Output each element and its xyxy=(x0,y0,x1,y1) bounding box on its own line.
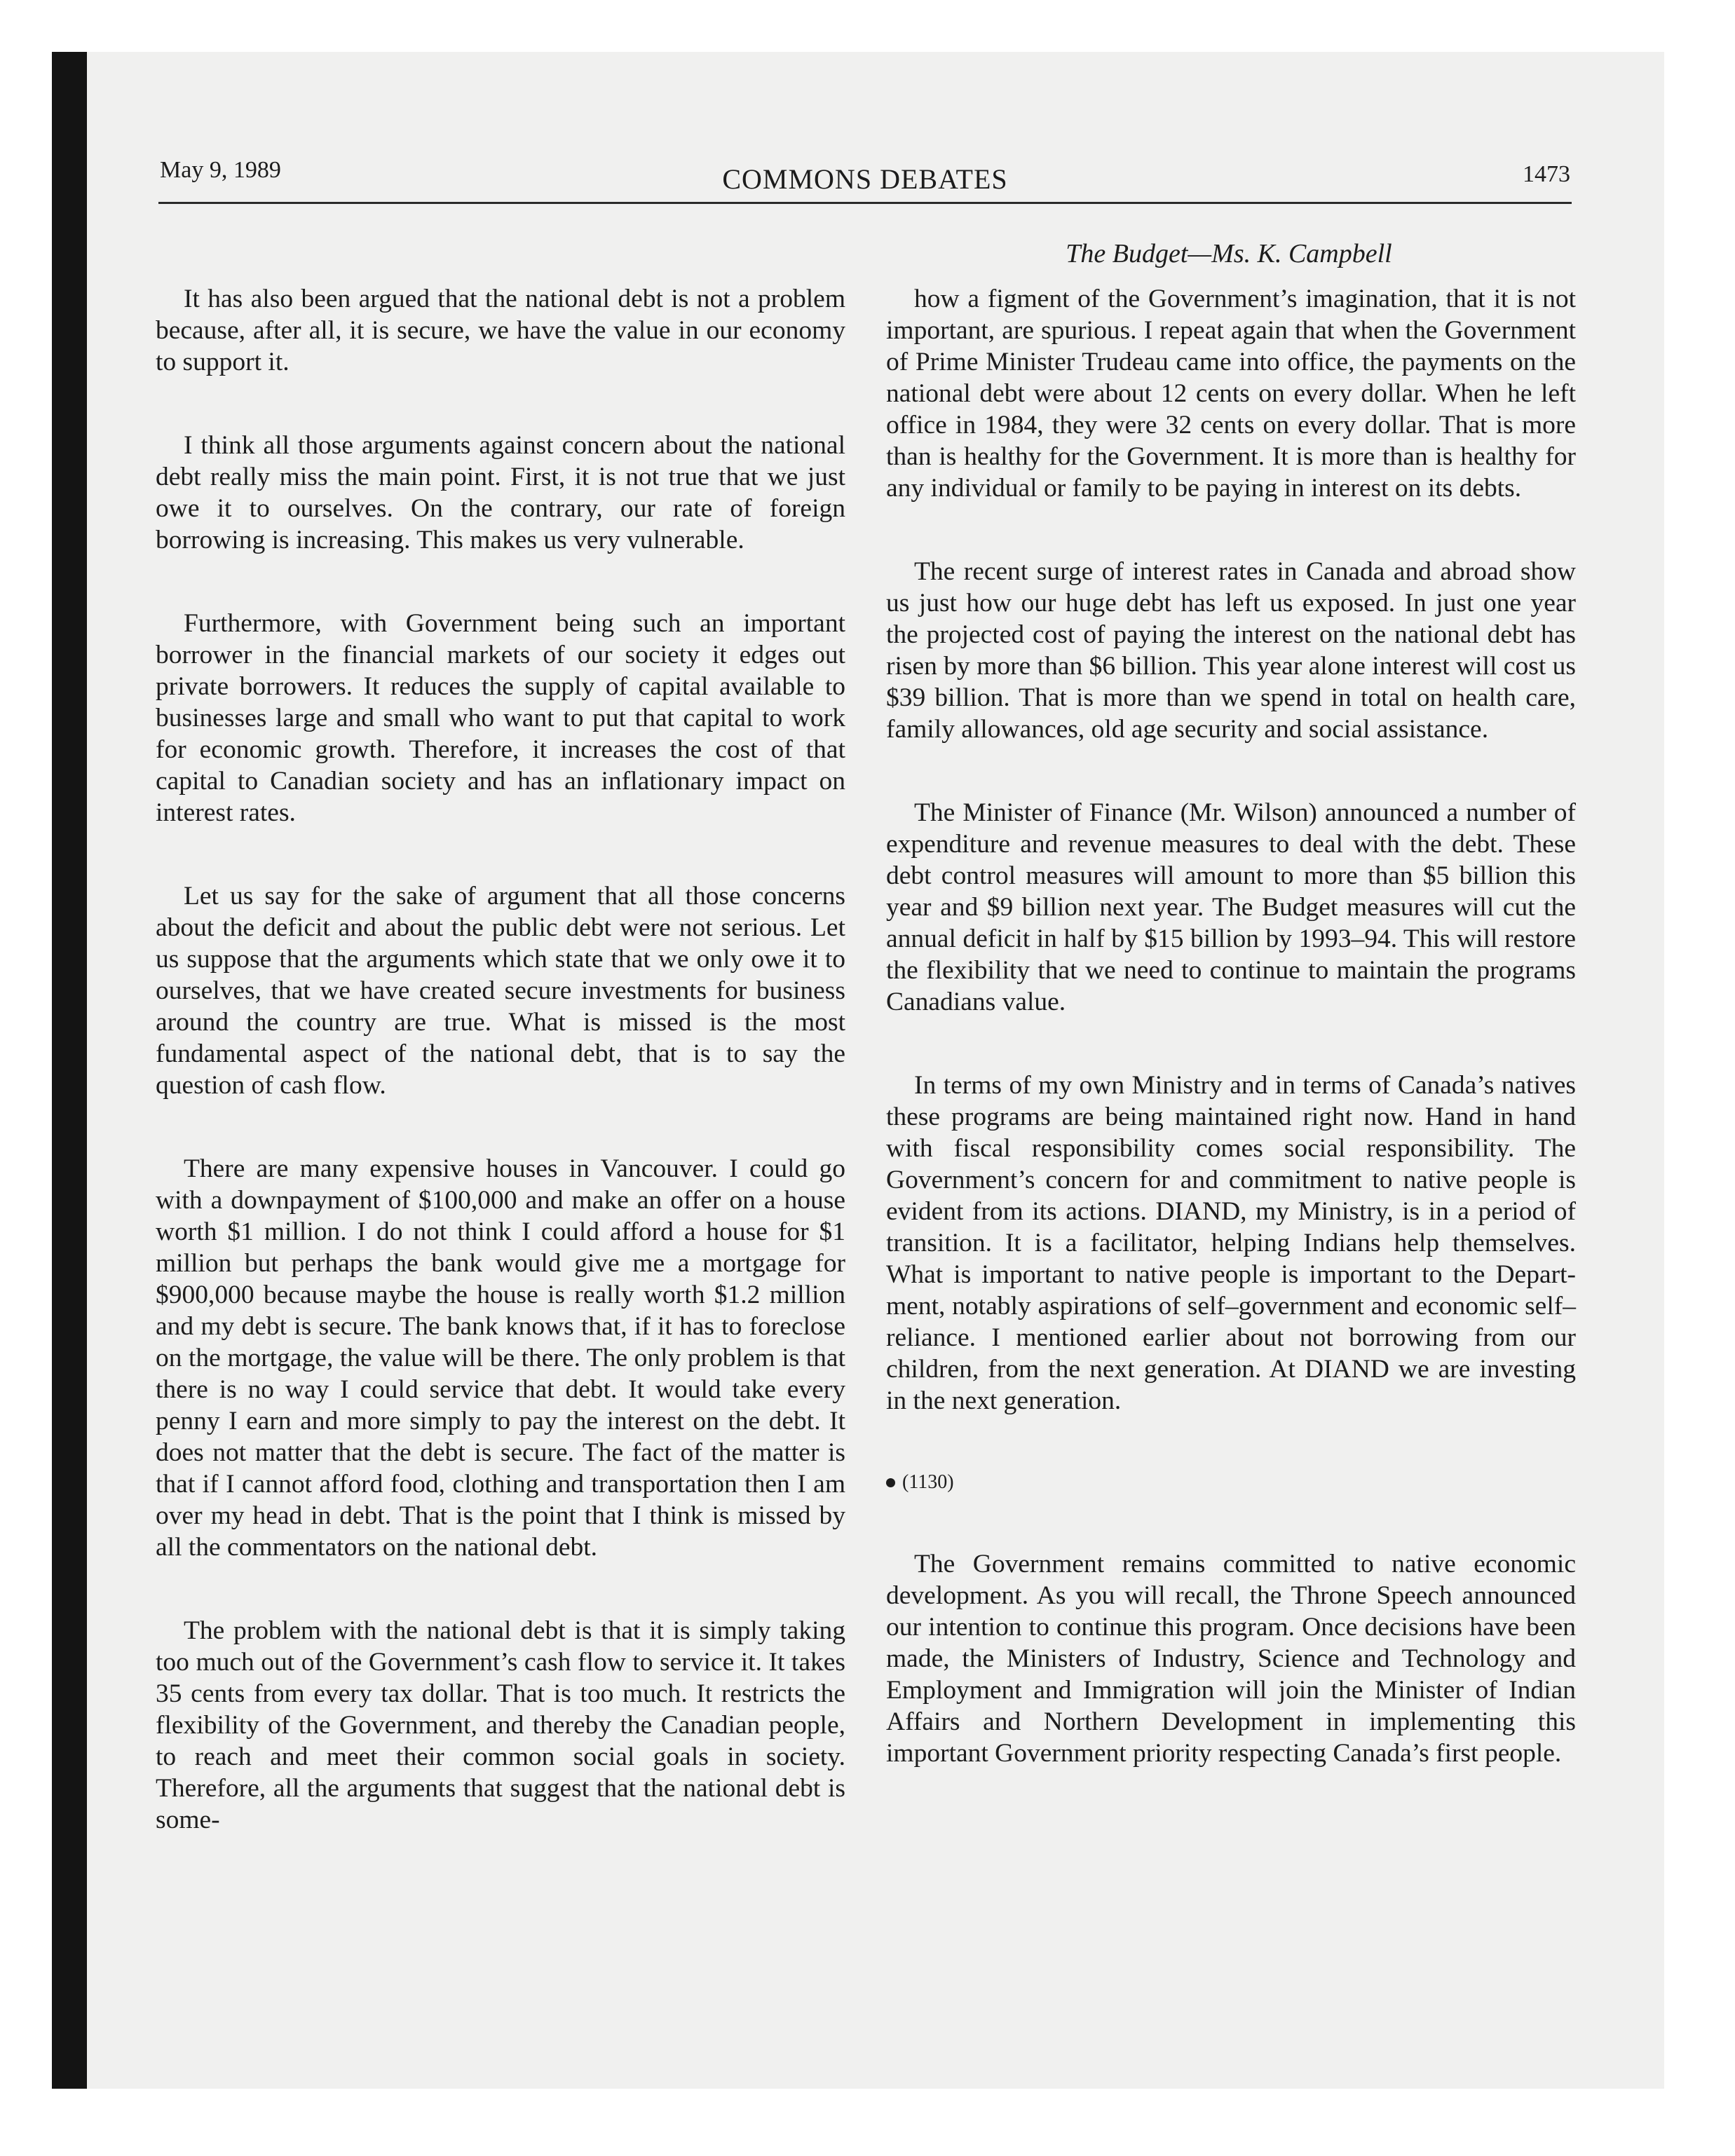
scan-binding-edge xyxy=(52,52,87,2089)
paragraph: I think all those arguments against concern about the national debt really miss the main point. First, it is not true that we just owe it to ourselves. On the contrary, our rate of foreign borrowing is increasing. This makes us very vulnerable. xyxy=(156,431,845,554)
header-date: May 9, 1989 xyxy=(160,157,281,183)
paragraph: The Minister of Finance (Mr. Wilson) announced a number of expenditure and revenue measures to deal with the debt. These debt control measures will amount to more than $5 billion this year and $9 billion next year. The Budget measures will cut the annual deficit in half by $15 billion by 1993–94. This will restore the flexibility that we need to continue to maintain the programs Canadians value. xyxy=(886,798,1576,1016)
right-column xyxy=(886,283,1576,1821)
paragraph: The problem with the national debt is that it is simply taking too much out of the Government’s cash flow to service it. It takes 35 cents from every tax dollar. That is too much. It restricts the flexibility of the Government, and thereby the Canadian people, to reach and meet their common social goals in society. Therefore, all the arguments that suggest that the national debt is some- xyxy=(156,1616,845,1834)
time-marker-label: (1130) xyxy=(902,1471,954,1493)
left-column xyxy=(156,283,845,1888)
header-page-number: 1473 xyxy=(1523,161,1570,187)
running-head: The Budget—Ms. K. Campbell xyxy=(1066,239,1392,268)
paragraph: There are many expensive houses in Vancouver. I could go with a downpayment of $100,000 and make an offer on a house worth $1 million. I do not think I could afford a house for $1 million but perhaps the bank would give me a mortgage for $900,000 because maybe the house is really worth $1.2 million and my debt is secure. The bank knows that, if it has to foreclose on the mortgage, the value will be there. The only problem is that there is no way I could service that debt. It would take every penny I earn and more simply to pay the interest on the debt. It does not matter that the debt is secure. The fact of the matter is that if I cannot afford food, clothing and transportation then I am over my head in debt. That is the point that I think is missed by all the commentators on the national debt. xyxy=(156,1154,845,1562)
paragraph: how a figment of the Government’s imagination, that it is not important, are spurious. I repeat again that when the Government of Prime Minister Trudeau came into office, the payments on the national debt were about 12 cents on every dollar. When he left office in 1984, they were 32 cents on every dollar. That is more than is healthy for the Government. It is more than is healthy for any individual or family to be paying in interest on its debts. xyxy=(886,285,1576,503)
paragraph: In terms of my own Ministry and in terms of Canada’s natives these programs are being maintained right now. Hand in hand with fiscal responsibility comes social responsibility. The Government’s concern for and commitment to native people is evident from its actions. DIAND, my Ministry, is in a period of transition. It is a facilitator, helping Indians help themselves. What is important to native people is important to the Department, notably aspirations of self–government and economic self–reliance. I mentioned earlier about not borrowing from our children, from the next generation. At DIAND we are investing in the next generation. xyxy=(886,1071,1576,1415)
page-header xyxy=(158,153,1572,204)
paragraph: It has also been argued that the national debt is not a problem because, after all, it is secure, we have the value in our economy to support it. xyxy=(156,285,845,376)
paragraph: Let us say for the sake of argument that all those concerns about the deficit and about the public debt were not serious. Let us suppose that the arguments which state that we only owe it to ourselves, that we have created secure investments for business around the country are true. What is missed is the most fundamental aspect of the national debt, that is to say the question of cash flow. xyxy=(156,882,845,1100)
header-title: COMMONS DEBATES xyxy=(722,163,1008,195)
bullet-icon xyxy=(886,1478,895,1487)
paragraph: The Government remains committed to native economic development. As you will recall, the Throne Speech announced our intention to continue this program. Once decisions have been made, the Ministers of Industry, Science and Technology and Employment and Immigration will join the Minister of Indian Affairs and Northern Development in implementing this important Government priority respecting Canada’s first people. xyxy=(886,1550,1576,1768)
paragraph: The recent surge of interest rates in Canada and abroad show us just how our huge debt has left us exposed. In just one year the projected cost of paying the interest on the national debt has risen by more than $6 billion. This year alone interest will cost us $39 billion. That is more than we spend in total on health care, family allowances, old age security and social assistance. xyxy=(886,557,1576,744)
paragraph: Furthermore, with Government being such an important borrower in the financial markets of our society it edges out private borrowers. It reduces the supply of capital available to businesses large and small who want to put that capital to work for economic growth. Therefore, it increases the cost of that capital to Canadian society and has an inflationary impact on interest rates. xyxy=(156,609,845,827)
time-marker xyxy=(886,1468,1576,1496)
